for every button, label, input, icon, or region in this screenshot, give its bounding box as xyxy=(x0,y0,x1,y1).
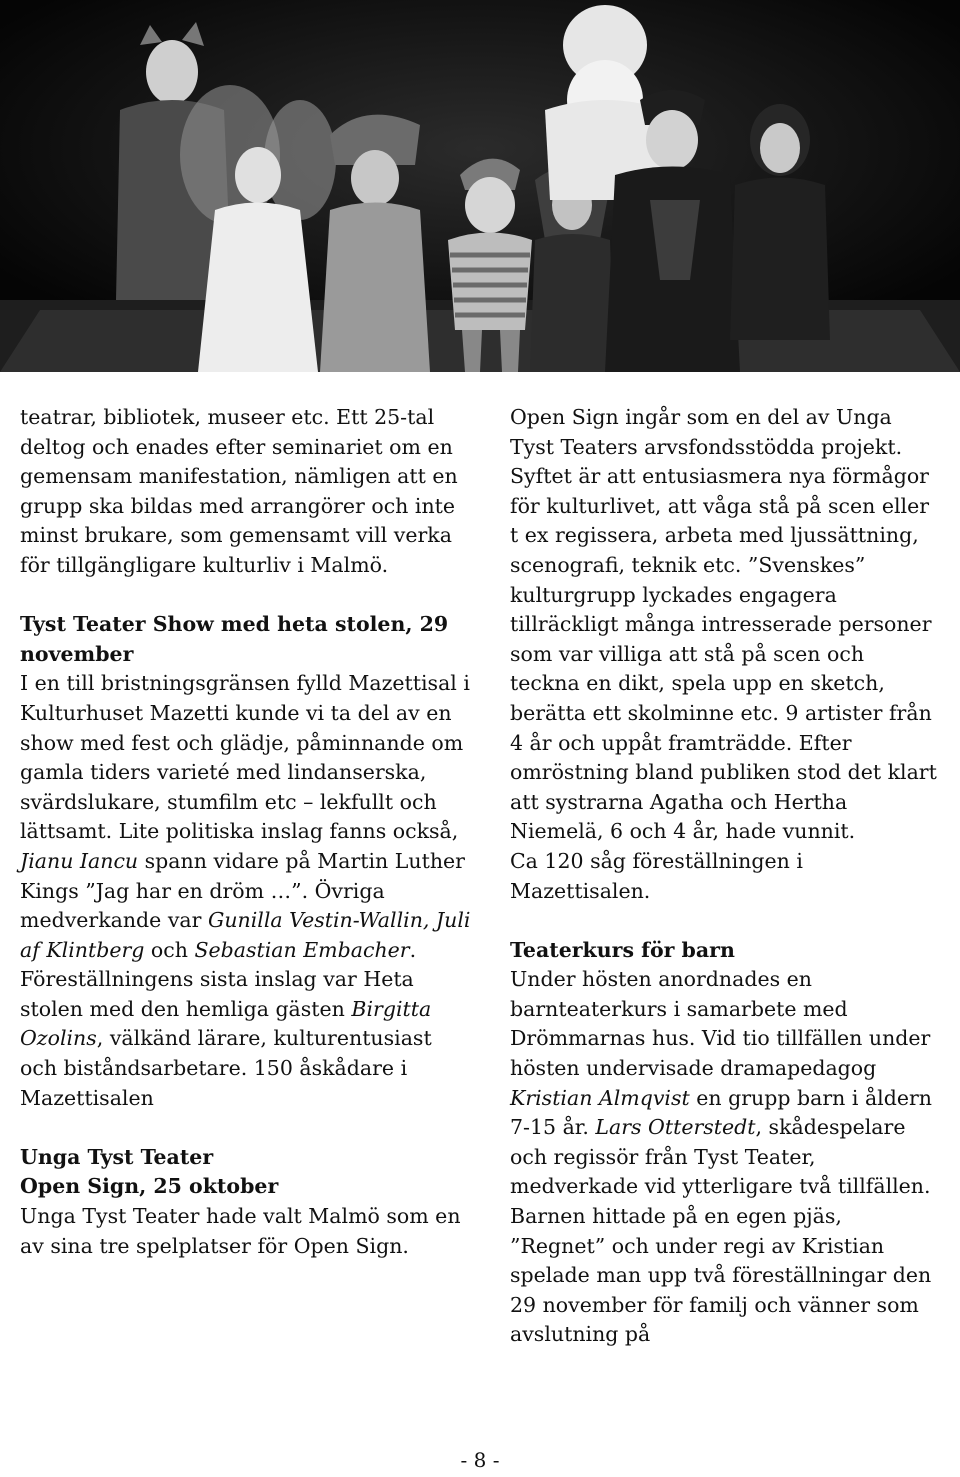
section-subheading: Open Sign, 25 oktober xyxy=(20,1174,279,1199)
open-sign-paragraph xyxy=(510,403,940,906)
body-text: en grupp barn i åldern 7-15 år. xyxy=(510,1085,932,1140)
body-text: I en till bristningsgränsen fylld Mazettisal i Kulturhuset Mazetti kunde vi ta del av en show med fest och glädje, påminnande om gamla tiders varieté med lindanserska, svärdslukare, stumfilm etc – lekfullt och lättsamt. Lite politiska inslag fanns också, xyxy=(20,671,470,844)
body-text: Ca 120 såg föreställningen i Mazettisalen. xyxy=(510,848,803,903)
stage-photo xyxy=(0,0,960,372)
person-name: Sebastian Embacher xyxy=(194,937,410,962)
body-text: spann vidare på Martin Luther Kings ”Jag har en dröm …”. Övriga medverkande var xyxy=(20,848,465,933)
photo-icon xyxy=(0,0,960,372)
left-column xyxy=(20,403,475,1261)
section-heading: Teaterkurs för barn xyxy=(510,937,735,962)
right-column xyxy=(510,403,940,1350)
section-heading: Tyst Teater Show med heta stolen, 29 november xyxy=(20,612,449,666)
body-text: Under hösten anordnades en barnteaterkurs i samarbete med Drömmarnas hus. Vid tio tillfällen under hösten undervisade dramapedagog xyxy=(510,967,931,1081)
body-text: , skådespelare och regissör från Tyst Teater, medverkade vid ytterligare två tillfällen. Barnen hittade på en egen pjäs, ”Regnet” och under regi av Kristian spelade man upp två föreställningar den 29 november för familj och vänner som avslutning på xyxy=(510,1115,932,1347)
body-text: . Föreställningens sista inslag var Heta stolen med den hemliga gästen xyxy=(20,937,417,1021)
body-text: Open Sign ingår som en del av Unga Tyst Teaters arvsfondsstödda projekt. Syftet är att entusiasmera nya förmågor för kulturlivet, att våga stå på scen eller t ex regissera, arbeta med ljussättning, scenografi, teknik etc. ”Svenskes” kulturgrupp lyckades engagera tillräckligt många intresserade personer som var villiga att stå på scen och teckna en dikt, spela upp en sketch, berätta ett skolminne etc. 9 artister från 4 år och uppåt framträdde. Efter omröstning bland publiken stod det klart att systrarna Agatha och Hertha Niemelä, 6 och 4 år, hade vunnit. xyxy=(510,405,937,844)
person-name: Kristian Almqvist xyxy=(510,1085,690,1110)
intro-paragraph: teatrar, bibliotek, museer etc. Ett 25-tal deltog och enades efter seminariet om en gemensam manifestation, nämligen att en grupp ska bildas med arrangörer och inte minst brukare, som gemensamt vill verka för tillgängligare kulturliv i Malmö. xyxy=(20,405,458,577)
person-name: Jianu Iancu xyxy=(20,848,139,873)
person-name: Birgitta Ozolins xyxy=(20,996,432,1051)
tyst-teater-show-section xyxy=(20,610,475,1113)
page-number: - 8 - xyxy=(460,1448,500,1472)
person-name: Gunilla Vestin-Wallin, Juli af Klintberg xyxy=(20,908,471,962)
body-text: Unga Tyst Teater hade valt Malmö som en av sina tre spelplatser för Open Sign. xyxy=(20,1204,461,1258)
body-text: , välkänd lärare, kulturentusiast och biståndsarbetare. 150 åskådare i Mazettisalen xyxy=(20,1026,432,1110)
section-heading: Unga Tyst Teater xyxy=(20,1144,214,1169)
unga-tyst-teater-section xyxy=(20,1143,475,1261)
teaterkurs-section xyxy=(510,936,940,1350)
body-text: och xyxy=(144,937,195,962)
person-name: Lars Otterstedt xyxy=(595,1115,756,1140)
